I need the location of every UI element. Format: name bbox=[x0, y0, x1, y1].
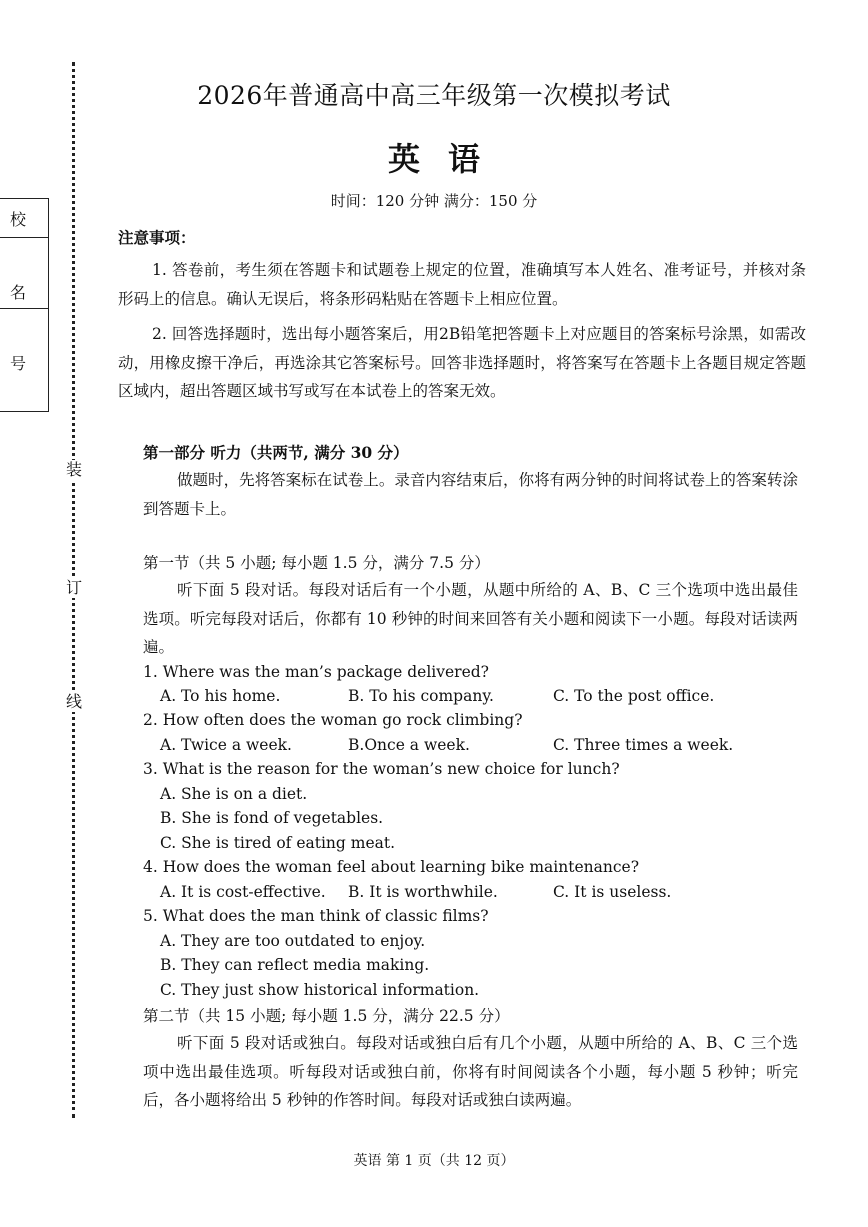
q1-option-c: C. To the post office. bbox=[553, 687, 715, 705]
school-label: 校 bbox=[10, 210, 27, 229]
notice-item-1: 1. 答卷前，考生须在答题卡和试题卷上规定的位置，准确填写本人姓名、准考证号，并核对条形码上的信息。确认无误后，将条形码粘贴在答题卡上相应位置。 bbox=[118, 261, 806, 308]
notice-heading: 注意事项： bbox=[118, 228, 196, 247]
q4-option-b: B. It is worthwhile. bbox=[348, 883, 498, 901]
part1-instruction: 做题时，先将答案标在试卷上。录音内容结束后，你将有两分钟的时间将试卷上的答案转涂到答题卡上。 bbox=[143, 471, 798, 518]
section2-heading: 第二节（共 15 小题; 每小题 1.5 分，满分 22.5 分） bbox=[143, 1007, 510, 1025]
number-label: 号 bbox=[10, 354, 27, 373]
question-4: 4. How does the woman feel about learning bike maintenance? bbox=[143, 858, 639, 876]
time-info: 时间：120 分钟 满分：150 分 bbox=[330, 192, 538, 210]
question-1: 1. Where was the man’s package delivered? bbox=[143, 663, 489, 681]
q1-option-a: A. To his home. bbox=[160, 687, 281, 705]
binding-char-xian: 线 bbox=[65, 692, 82, 711]
name-label: 名 bbox=[10, 283, 27, 302]
section2-instruction: 听下面 5 段对话或独白。每段对话或独白后有几个小题，从题中所给的 A、B、C 三个选项中选出最佳选项。听每段对话或独白前，你将有时间阅读各个小题，每小题 5 秒钟；听完后，各小题将给出 5 秒钟的作答时间。每段对话或独白读两遍。 bbox=[143, 1034, 798, 1109]
q2-option-b: B.Once a week. bbox=[348, 736, 470, 754]
question-2: 2. How often does the woman go rock climbing? bbox=[143, 711, 523, 729]
subject-title: 英语 bbox=[387, 140, 508, 178]
q1-option-b: B. To his company. bbox=[348, 687, 494, 705]
student-info-boxes bbox=[0, 198, 49, 412]
exam-title: 2026年普通高中高三年级第一次模拟考试 bbox=[197, 81, 671, 110]
q3-option-a: A. She is on a diet. bbox=[160, 785, 308, 803]
q3-option-c: C. She is tired of eating meat. bbox=[160, 834, 396, 852]
q4-option-c: C. It is useless. bbox=[553, 883, 672, 901]
binding-char-zhuang: 装 bbox=[65, 460, 82, 479]
number-box bbox=[0, 309, 48, 411]
q5-option-a: A. They are too outdated to enjoy. bbox=[160, 932, 426, 950]
q2-option-c: C. Three times a week. bbox=[553, 736, 734, 754]
q5-option-b: B. They can reflect media making. bbox=[160, 956, 430, 974]
q3-option-b: B. She is fond of vegetables. bbox=[160, 809, 384, 827]
part1-heading: 第一部分 听力（共两节, 满分 30 分） bbox=[143, 443, 409, 462]
notice-item-2: 2. 回答选择题时，选出每小题答案后，用2B铅笔把答题卡上对应题目的答案标号涂黑，如需改动，用橡皮擦干净后，再选涂其它答案标号。回答非选择题时，将答案写在答题卡上各题目规定答题区域内，超出答题区域书写或写在本试卷上的答案无效。 bbox=[118, 325, 806, 400]
q2-option-a: A. Twice a week. bbox=[160, 736, 292, 754]
question-5: 5. What does the man think of classic films? bbox=[143, 907, 489, 925]
q4-option-a: A. It is cost-effective. bbox=[160, 883, 326, 901]
question-3: 3. What is the reason for the woman’s new choice for lunch? bbox=[143, 760, 620, 778]
page-footer: 英语 第 1 页（共 12 页） bbox=[353, 1153, 515, 1169]
section1-heading: 第一节（共 5 小题; 每小题 1.5 分，满分 7.5 分） bbox=[143, 554, 490, 572]
name-box bbox=[0, 238, 48, 309]
binding-char-ding: 订 bbox=[65, 578, 82, 597]
q5-option-c: C. They just show historical information. bbox=[160, 981, 480, 999]
section1-instruction: 听下面 5 段对话。每段对话后有一个小题，从题中所给的 A、B、C 三个选项中选出最佳选项。听完每段对话后，你都有 10 秒钟的时间来回答有关小题和阅读下一小题。每段对话读两遍。 bbox=[143, 581, 798, 656]
